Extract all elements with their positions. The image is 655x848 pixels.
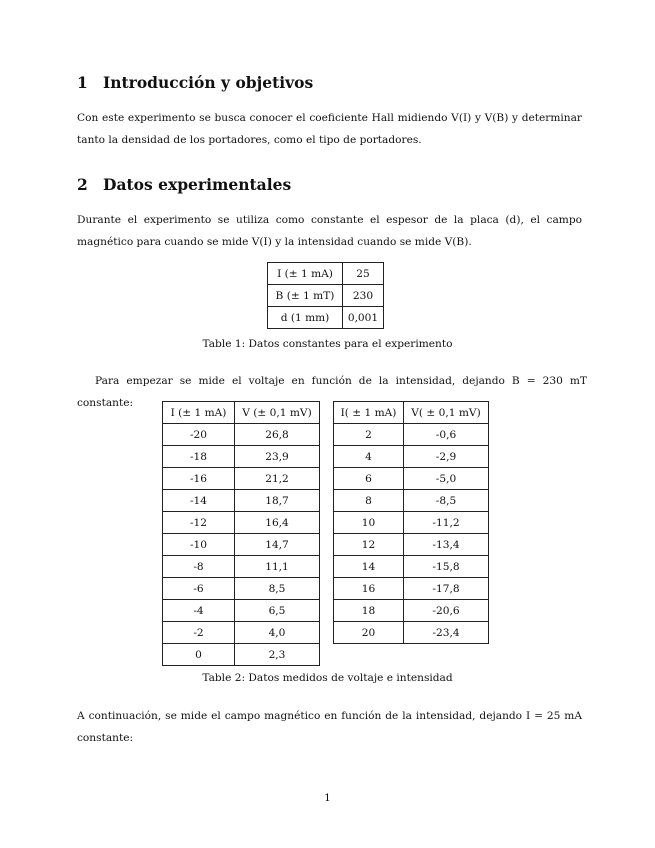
table-row xyxy=(163,512,320,534)
table-cell: B (± 1 mT) xyxy=(268,285,343,307)
section-heading-datos xyxy=(77,175,291,194)
table-cell: -16 xyxy=(163,468,235,490)
table-cell: 8 xyxy=(334,490,404,512)
table-cell: -23,4 xyxy=(404,622,489,644)
table-row xyxy=(163,534,320,556)
section-number: 2 xyxy=(77,175,88,194)
table-cell: 14,7 xyxy=(235,534,320,556)
table-row xyxy=(163,424,320,446)
table-row xyxy=(334,424,489,446)
table-cell: -15,8 xyxy=(404,556,489,578)
table-cell: 4 xyxy=(334,446,404,468)
table-cell: 16,4 xyxy=(235,512,320,534)
table1-caption: Table 1: Datos constantes para el experimento xyxy=(202,338,453,350)
table-cell: 0,001 xyxy=(343,307,384,329)
table-row xyxy=(163,600,320,622)
table-row xyxy=(268,307,384,329)
section-title: Datos experimentales xyxy=(103,175,292,194)
table-row xyxy=(163,446,320,468)
voltage-table-right xyxy=(333,401,489,644)
table-row xyxy=(163,578,320,600)
table-header-row xyxy=(334,402,489,424)
table-row xyxy=(334,512,489,534)
table-cell: -13,4 xyxy=(404,534,489,556)
table-row xyxy=(268,285,384,307)
table-cell: 18 xyxy=(334,600,404,622)
page-number: 1 xyxy=(324,792,331,804)
table-cell: 2 xyxy=(334,424,404,446)
table-cell: -0,6 xyxy=(404,424,489,446)
table-cell: 18,7 xyxy=(235,490,320,512)
table-cell: 25 xyxy=(343,263,384,285)
table-cell: 12 xyxy=(334,534,404,556)
table-header-row xyxy=(163,402,320,424)
section-heading-introduccion xyxy=(77,73,313,92)
table-cell: -6 xyxy=(163,578,235,600)
table-row xyxy=(163,622,320,644)
table-cell: 2,3 xyxy=(235,644,320,666)
voltage-table-left xyxy=(162,401,320,666)
table-cell: 6 xyxy=(334,468,404,490)
table-cell: 11,1 xyxy=(235,556,320,578)
table-cell: -11,2 xyxy=(404,512,489,534)
table-cell: -14 xyxy=(163,490,235,512)
table-cell: 4,0 xyxy=(235,622,320,644)
table-cell: 16 xyxy=(334,578,404,600)
column-header: I( ± 1 mA) xyxy=(334,402,404,424)
table-cell: 20 xyxy=(334,622,404,644)
table-cell: -20 xyxy=(163,424,235,446)
column-header: I (± 1 mA) xyxy=(163,402,235,424)
section-title: Introducción y objetivos xyxy=(103,73,314,92)
table-cell: -12 xyxy=(163,512,235,534)
table-cell: -8 xyxy=(163,556,235,578)
table-cell: 10 xyxy=(334,512,404,534)
table-cell: 23,9 xyxy=(235,446,320,468)
table-cell: -10 xyxy=(163,534,235,556)
table-row xyxy=(163,644,320,666)
intro-paragraph: Con este experimento se busca conocer el coeficiente Hall midiendo V(I) y V(B) y determinar tanto la densidad de los portadores, como el tipo de portadores. xyxy=(77,112,582,146)
table-cell: 26,8 xyxy=(235,424,320,446)
table-row xyxy=(268,263,384,285)
table-row xyxy=(163,556,320,578)
column-header: V( ± 0,1 mV) xyxy=(404,402,489,424)
table-cell: -18 xyxy=(163,446,235,468)
table-cell: -8,5 xyxy=(404,490,489,512)
table-cell: 6,5 xyxy=(235,600,320,622)
table2-caption: Table 2: Datos medidos de voltaje e intensidad xyxy=(202,672,453,684)
table-row xyxy=(334,556,489,578)
voltage-intro-paragraph: Para empezar se mide el voltaje en función de la intensidad, dejando B = 230 mT constante: xyxy=(77,375,587,409)
table-row xyxy=(334,490,489,512)
table-cell: d (1 mm) xyxy=(268,307,343,329)
table-cell: -2,9 xyxy=(404,446,489,468)
table-cell: -17,8 xyxy=(404,578,489,600)
section-number: 1 xyxy=(77,73,88,92)
datos-paragraph: Durante el experimento se utiliza como constante el espesor de la placa (d), el campo magnético para cuando se mide V(I) y la intensidad cuando se mide V(B). xyxy=(77,214,582,248)
table-cell: -5,0 xyxy=(404,468,489,490)
table-cell: 14 xyxy=(334,556,404,578)
table-row xyxy=(334,534,489,556)
table-row xyxy=(334,468,489,490)
table-cell: 0 xyxy=(163,644,235,666)
table-row xyxy=(163,490,320,512)
table-cell: -20,6 xyxy=(404,600,489,622)
table-row xyxy=(334,622,489,644)
table-row xyxy=(163,468,320,490)
table-row xyxy=(334,446,489,468)
table-cell: -4 xyxy=(163,600,235,622)
constants-table xyxy=(267,262,384,329)
table-cell: -2 xyxy=(163,622,235,644)
table-row xyxy=(334,578,489,600)
magnetic-field-paragraph: A continuación, se mide el campo magnético en función de la intensidad, dejando I = 25 mA constante: xyxy=(77,710,582,744)
table-cell: I (± 1 mA) xyxy=(268,263,343,285)
table-cell: 8,5 xyxy=(235,578,320,600)
column-header: V (± 0,1 mV) xyxy=(235,402,320,424)
table-cell: 230 xyxy=(343,285,384,307)
table-row xyxy=(334,600,489,622)
table-cell: 21,2 xyxy=(235,468,320,490)
